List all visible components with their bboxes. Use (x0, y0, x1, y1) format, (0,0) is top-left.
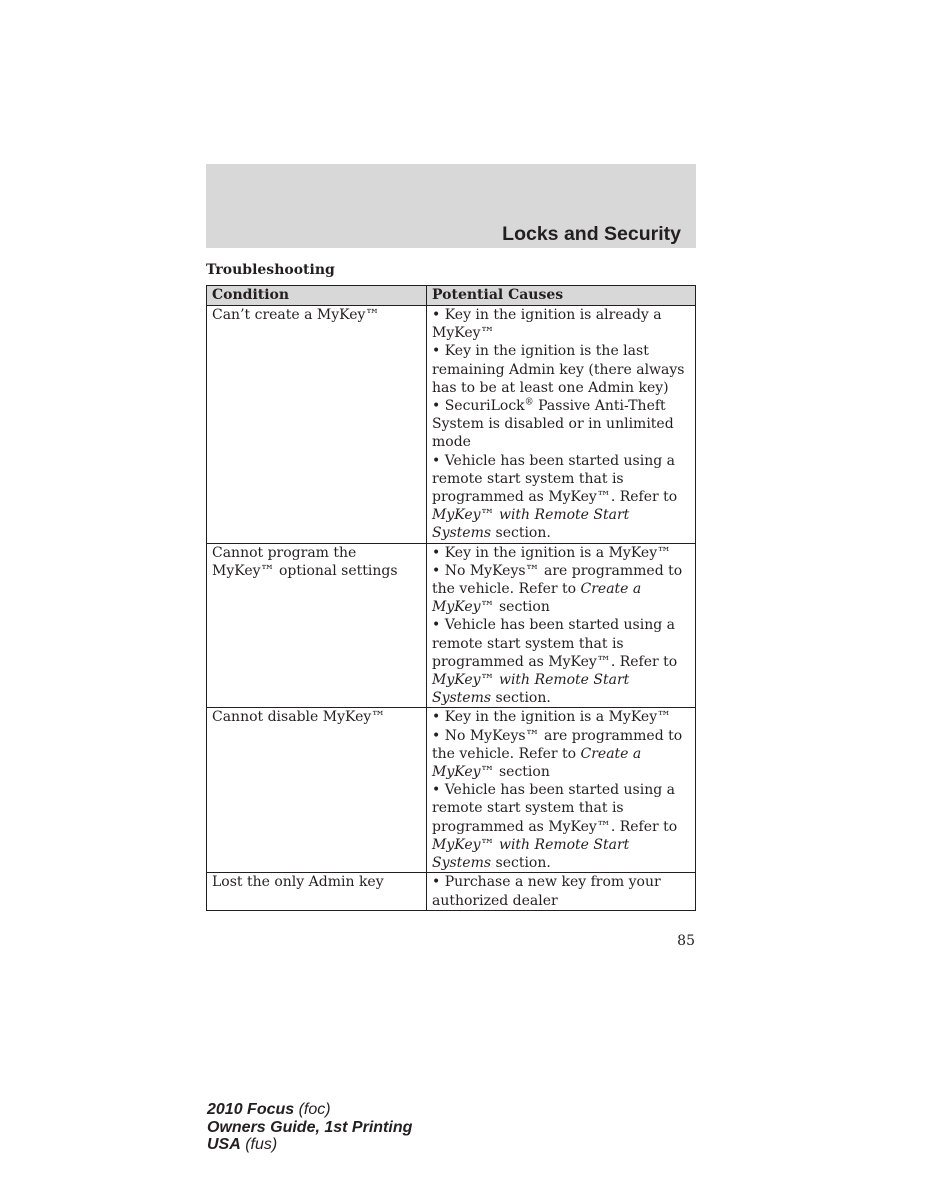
table-row (207, 708, 696, 873)
section-reference: MyKey™ with Remote Start Systems (432, 672, 630, 707)
troubleshooting-table (206, 285, 696, 911)
section-reference: MyKey™ with Remote Start Systems (432, 507, 630, 542)
causes-cell (427, 543, 696, 708)
table-row (207, 873, 696, 910)
cause-item: • No MyKeys™ are programmed to the vehicle. Refer to Create a MyKey™ section (432, 562, 683, 616)
section-heading: Troubleshooting (206, 262, 335, 278)
causes-cell (427, 873, 696, 910)
cause-item: • Key in the ignition is a MyKey™ (432, 709, 672, 726)
header-band (206, 164, 696, 248)
cause-item: • Purchase a new key from your authorized dealer (432, 874, 661, 909)
cause-item: • Vehicle has been started using a remote start system that is programmed as MyKey™. Refer to MyKey™ with Remote Start Systems section. (432, 782, 678, 872)
cause-item: • Key in the ignition is a MyKey™ (432, 544, 672, 561)
condition-cell: Cannot disable MyKey™ (207, 708, 427, 873)
footer-line: Owners Guide, 1st Printing (207, 1118, 413, 1136)
page-number: 85 (677, 933, 695, 949)
potential-causes-column-header: Potential Causes (427, 286, 696, 306)
cause-item: • Vehicle has been started using a remote start system that is programmed as MyKey™. Refer to MyKey™ with Remote Start Systems section. (432, 617, 678, 707)
section-reference: Create a MyKey™ (432, 745, 642, 781)
table-header-row (207, 286, 696, 306)
section-reference: Create a MyKey™ (432, 581, 642, 616)
cause-item: • Key in the ignition is the last remaining Admin key (there always has to be at least one Admin key) (432, 343, 685, 396)
footer-line: 2010 Focus (foc) (207, 1101, 331, 1118)
print-footer (207, 1101, 412, 1154)
condition-cell: Cannot program the MyKey™ optional settings (207, 543, 427, 708)
table-row (207, 306, 696, 544)
causes-cell (427, 306, 696, 544)
table-row (207, 543, 696, 708)
footer-line: USA (fus) (207, 1136, 278, 1153)
section-reference: MyKey™ with Remote Start Systems (432, 836, 630, 872)
condition-column-header: Condition (207, 286, 427, 306)
condition-cell: Lost the only Admin key (207, 873, 427, 910)
condition-cell: Can’t create a MyKey™ (207, 306, 427, 544)
cause-item: • SecuriLock® Passive Anti-Theft System is disabled or in unlimited mode (432, 397, 674, 451)
cause-item: • Key in the ignition is already a MyKey™ (432, 307, 662, 342)
chapter-title: Locks and Security (502, 223, 681, 245)
causes-cell (427, 708, 696, 873)
cause-item: • Vehicle has been started using a remote start system that is programmed as MyKey™. Refer to MyKey™ with Remote Start Systems section. (432, 452, 678, 542)
cause-item: • No MyKeys™ are programmed to the vehicle. Refer to Create a MyKey™ section (432, 727, 683, 781)
